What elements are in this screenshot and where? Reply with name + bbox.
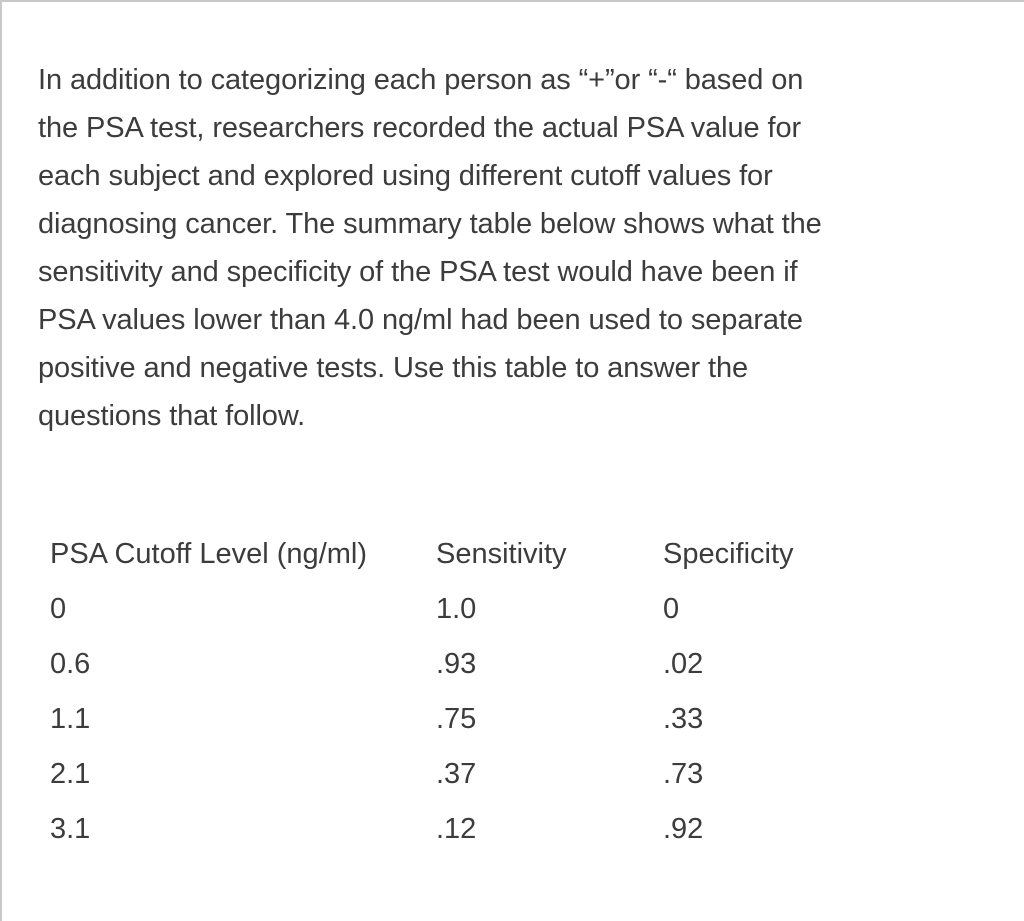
specificity-cell: .92: [663, 813, 704, 845]
sensitivity-cell: .93: [436, 648, 477, 680]
sensitivity-cell: .75: [436, 703, 477, 735]
table-row: [50, 692, 863, 747]
intro-paragraph: In addition to categorizing each person as “+”or “-“ based on the PSA test, researchers recorded the actual PSA value for each subject and explored using different cutoff values for diagnosing cancer. The summary table below shows what the sensitivity and specificity of the PSA test would have been if PSA values lower than 4.0 ng/ml had been used to separate positive and negative tests. Use this table to answer the questions that follow.: [38, 64, 822, 432]
table-row: [50, 747, 863, 802]
psa-cutoff-table: [50, 527, 863, 857]
sensitivity-cell: 1.0: [436, 593, 477, 625]
sensitivity-cell: .12: [436, 813, 477, 845]
header-sensitivity: Sensitivity: [436, 538, 567, 570]
header-psa-cutoff-level: PSA Cutoff Level (ng/ml): [50, 538, 368, 570]
cutoff-cell: 0.6: [50, 648, 91, 680]
table-row: [50, 637, 863, 692]
specificity-cell: 0: [663, 593, 680, 625]
cutoff-cell: 0: [50, 593, 67, 625]
specificity-cell: .73: [663, 758, 704, 790]
table-row: [50, 802, 863, 857]
specificity-cell: .33: [663, 703, 704, 735]
table-row: [50, 582, 863, 637]
sensitivity-cell: .37: [436, 758, 477, 790]
table-header-row: [50, 527, 863, 582]
cutoff-cell: 1.1: [50, 703, 91, 735]
header-specificity: Specificity: [663, 538, 794, 570]
specificity-cell: .02: [663, 648, 704, 680]
cutoff-cell: 3.1: [50, 813, 91, 845]
cutoff-cell: 2.1: [50, 758, 91, 790]
